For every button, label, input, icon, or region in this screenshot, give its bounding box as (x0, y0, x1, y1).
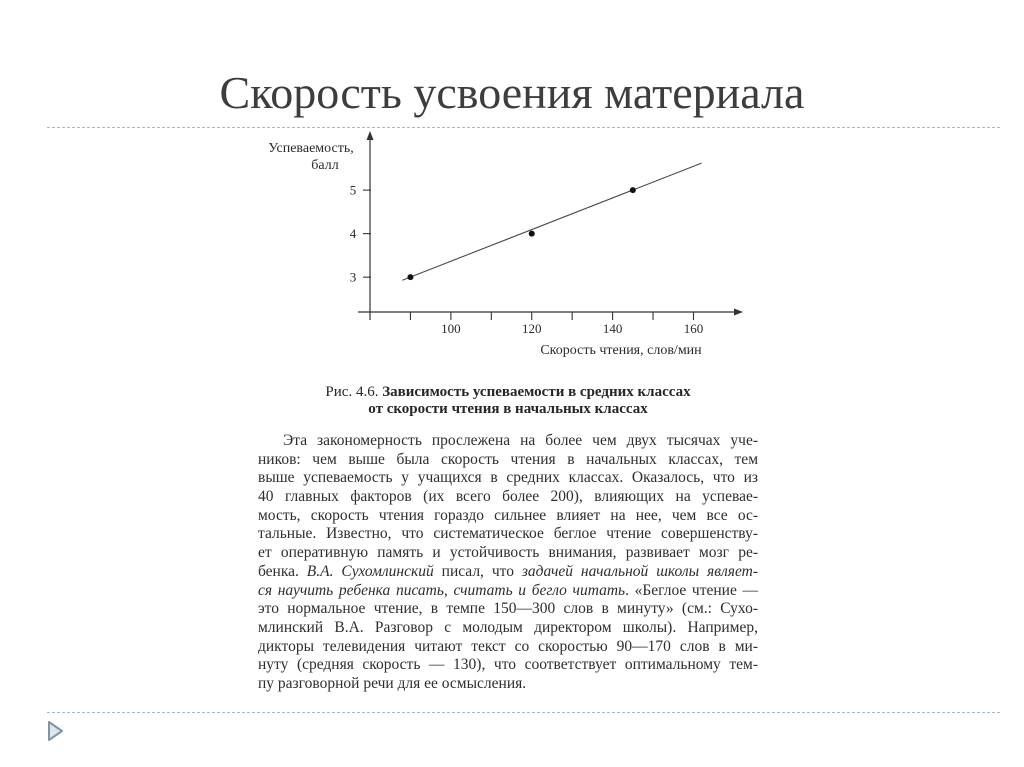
caption-title-part-2: от скорости чтения в начальных классах (368, 400, 648, 417)
paragraph-text: выше успеваемость у учащихся в средних классах. Оказалось, что из (258, 469, 758, 487)
body-paragraph (258, 432, 758, 694)
paragraph-text: пу разговорной речи для ее осмысления. (258, 674, 527, 692)
paragraph-text: млинский В.А. Разговор с молодым директором школы). Например, (258, 618, 758, 636)
paragraph-line (258, 656, 758, 675)
caption-title-part-1: Зависимость успеваемости в средних классах (382, 384, 691, 400)
figure-caption (258, 384, 758, 417)
paragraph-line (258, 563, 758, 582)
paragraph-text: ет оперативную память и устойчивость внимания, развивает мозг ре- (258, 544, 758, 562)
data-point (407, 274, 413, 280)
paragraph-text: писал, что (433, 562, 522, 580)
paragraph-line (258, 638, 758, 657)
quote-italic: задачей начальной школы являет- (521, 562, 758, 580)
paragraph-line (258, 582, 758, 601)
paragraph-text: нуту (средняя скорость — 130), что соответствует оптимальному тем- (258, 656, 758, 674)
caption-line-2 (258, 401, 758, 418)
paragraph-text: ников: чем выше была скорость чтения в начальных классах, тем (258, 450, 758, 468)
paragraph-text: дикторы телевидения читают текст со скоростью 90—170 слов в ми- (258, 637, 758, 655)
y-tick-label: 3 (349, 269, 357, 285)
paragraph-text: это нормальное чтение, в темпе 150—300 слов в минуту» (см.: Сухо- (258, 600, 758, 618)
paragraph-text: бенка. (258, 562, 307, 580)
paragraph-line (258, 451, 758, 470)
x-axis-label: Скорость чтения, слов/мин (540, 343, 702, 358)
data-point (630, 187, 636, 193)
caption-label: Рис. 4.6. (325, 384, 379, 400)
slide-title: Скорость усвоения материала (219, 67, 805, 118)
paragraph-line (258, 488, 758, 507)
paragraph-text: тальные. Известно, что систематическое беглое чтение совершенству- (258, 525, 758, 543)
paragraph-line (258, 507, 758, 526)
paragraph-line (258, 600, 758, 619)
x-tick-label: 120 (521, 321, 542, 336)
x-tick-label: 140 (602, 321, 623, 336)
trend-line (402, 163, 701, 280)
bullet-triangle (49, 722, 62, 740)
paragraph-line (258, 432, 758, 451)
y-tick-label: 5 (349, 182, 357, 198)
paragraph-line (258, 619, 758, 638)
paragraph-text: мость, скорость чтения гораздо сильнее влияет на нее, чем все ос- (258, 506, 758, 524)
paragraph-text: Эта закономерность прослежена на более чем двух тысячах уче- (283, 432, 758, 449)
x-axis-arrow (734, 309, 743, 316)
data-point (529, 231, 535, 237)
caption-line-1 (258, 384, 758, 401)
paragraph-line (258, 469, 758, 488)
footer-divider (47, 712, 1000, 713)
y-tick-label: 4 (349, 226, 357, 242)
x-tick-label: 160 (683, 321, 704, 336)
y-axis-label-line-2: балл (311, 158, 339, 173)
y-axis-label-line-1: Успеваемость, (268, 141, 354, 156)
paragraph-line (258, 544, 758, 563)
chart-marks (350, 163, 703, 336)
author-name: В.А. Сухомлинский (306, 562, 434, 580)
x-tick-label: 100 (441, 321, 461, 336)
paragraph-line (258, 675, 758, 694)
y-axis-arrow (367, 131, 374, 140)
quote-italic: ся научить ребенка писать, считать и бегло читать (258, 581, 626, 599)
paragraph-text: 40 главных факторов (их всего более 200), влияющих на успевае- (258, 488, 758, 506)
paragraph-text: . «Беглое чтение — (625, 581, 758, 599)
triangle-right-icon (47, 720, 65, 742)
paragraph-line (258, 525, 758, 544)
